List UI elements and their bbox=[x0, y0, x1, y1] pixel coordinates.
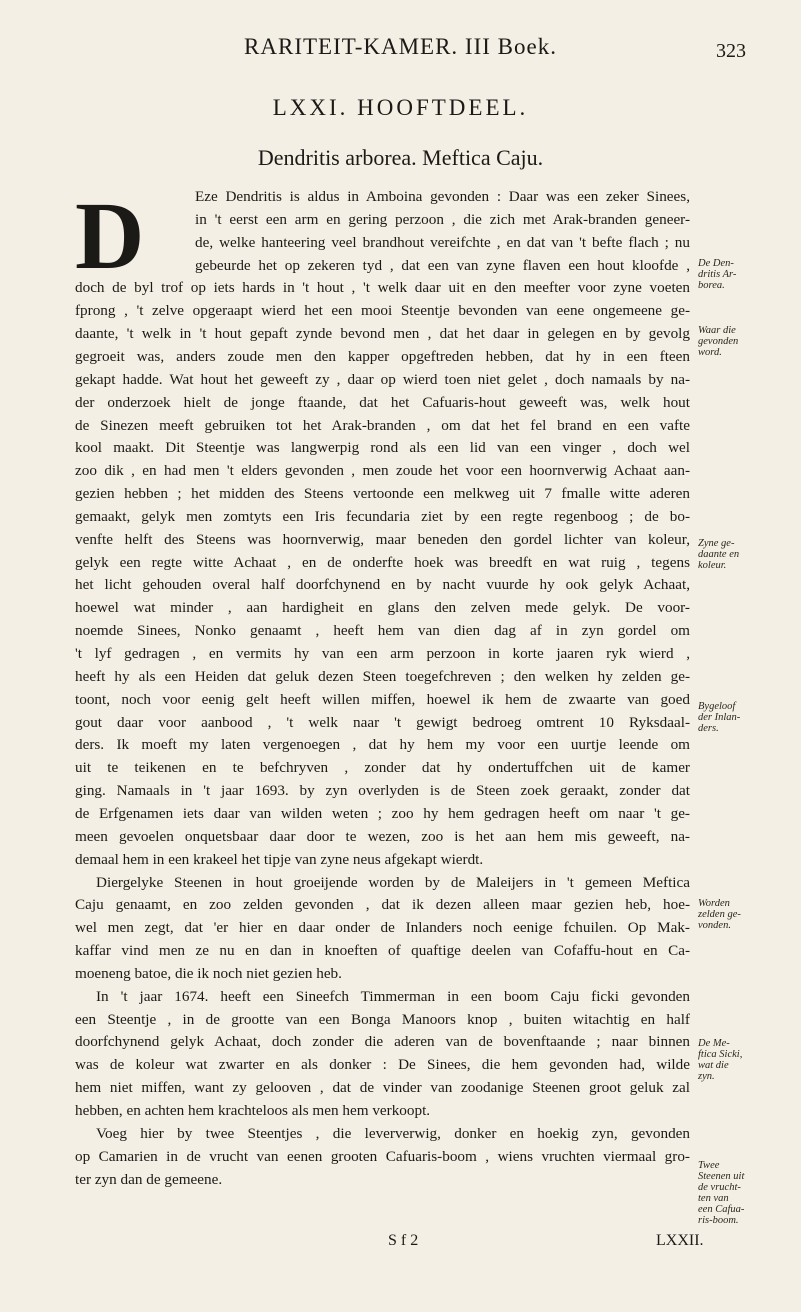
marginal-note-line: een Cafua- bbox=[698, 1204, 745, 1215]
text-line: kool maakt. Dit Steentje was langwerpig rond als een lid van een vinger , doch wel bbox=[75, 439, 690, 457]
text-line: ter zyn dan de gemeene. bbox=[75, 1170, 223, 1188]
text-line: de Erfgenamen iets daar van wilden weten ; zoo hy hem gedragen heeft om naar 't ge- bbox=[75, 804, 690, 822]
text-line: op Camarien in de vrucht van eenen grooten Cafuaris-boom , wiens vruchten viermaal gro- bbox=[75, 1147, 690, 1165]
text-line: de Sinezen meeft gebruiken tot het Arak-branden , om dat het fel brand en een vafte bbox=[75, 416, 690, 434]
text-line: wel men zegt, dat 'er hier en daar onder de Inlanders noch eenige fchuilen. Op Mak- bbox=[75, 919, 690, 937]
chapter-subtitle: Dendritis arborea. Meftica Caju. bbox=[257, 145, 544, 170]
text-line: ders. Ik moeft my laten vergenoegen , dat hy hem my voor een uurtje leende om bbox=[75, 736, 690, 754]
text-line: hoewel wat minder , aan hardigheit en glans den zelven mede gelyk. De voor- bbox=[75, 599, 690, 617]
text-line: doch de byl trof op iets hards in 't hout , 't welk daar uit en den meefter voor zyne voeten bbox=[75, 279, 690, 297]
marginal-note-line: wat die bbox=[698, 1060, 729, 1071]
text-line: een Steentje , in de grootte van een Bonga Manoors knop , buiten witachtig en half bbox=[75, 1010, 690, 1028]
text-line: fprong , 't zelve opgeraapt wierd het een mooi Steentje bevonden van eene ongemeene ge- bbox=[75, 302, 690, 320]
text-line: 't lyf gedragen , en vermits hy van een arm perzoon in korte jaaren ryk wierd , bbox=[75, 645, 690, 662]
marginal-note bbox=[698, 538, 762, 571]
text-line: kaffar vind men ze nu en dan in knoeften of quaftige deelen van Cofaffu-hout en Ca- bbox=[75, 942, 690, 960]
marginal-note-line: Twee bbox=[698, 1160, 720, 1171]
text-line: gebeurde het op zekeren tyd , dat een van zyne flaven een hout kloofde , bbox=[195, 256, 690, 274]
text-line: gegroeit was, anders zoude men den kapper opgeftreden hebben, dat hy in een fteen bbox=[75, 347, 690, 365]
marginal-note-line: koleur. bbox=[698, 560, 727, 571]
chapter-title: LXXI. HOOFTDEEL. bbox=[272, 95, 529, 120]
marginal-note-line: Zyne ge- bbox=[698, 538, 735, 549]
text-line: het licht gehouden overal half doorfchynend en by nacht vuurde hy ook gelyk Achaat, bbox=[75, 576, 690, 594]
marginal-note-line: daante en bbox=[698, 549, 740, 560]
running-head bbox=[0, 34, 801, 60]
catchword: LXXII. bbox=[656, 1232, 704, 1249]
running-head-text: RARITEIT-KAMER. III Boek. bbox=[244, 34, 557, 59]
text-line: gout daar voor aanbood , 't welk naar 't gewigt bedroeg omtrent 10 Ryksdaal- bbox=[75, 713, 690, 731]
text-line: doorfchynend gelyk Achaat, doch zonder die aderen van de bovenftaande ; naar binnen bbox=[75, 1033, 690, 1051]
marginal-note-line: gevonden bbox=[698, 336, 739, 347]
marginal-note-line: de vrucht- bbox=[698, 1182, 741, 1193]
page-number: 323 bbox=[716, 40, 746, 62]
text-line: Eze Dendritis is aldus in Amboina gevonden : Daar was een zeker Sinees, bbox=[195, 188, 690, 205]
text-line: heeft hy als een Heiden dat geluk dezen Steen toegefchreven ; den welken hy zelden ge- bbox=[75, 667, 690, 685]
marginal-note-line: Bygeloof bbox=[698, 701, 736, 712]
marginal-note-line: Steenen uit bbox=[698, 1171, 745, 1182]
signature-mark: S f 2 bbox=[388, 1232, 419, 1249]
marginal-note-line: zelden ge- bbox=[698, 909, 741, 920]
marginal-note bbox=[698, 701, 762, 734]
text-line: der onderzoek hielt de jonge ftaande, dat het Cafuaris-hout geweeft was, welk hout bbox=[75, 393, 690, 411]
marginal-note-line: ten van bbox=[698, 1193, 729, 1204]
text-line: was de koleur wat zwarter en als donker : De Sinees, die hem gevonden had, wilde bbox=[75, 1056, 690, 1074]
text-line: uit te teikenen en te befchryven , zonder dat hy ondertuffchen uit de kamer bbox=[75, 759, 690, 777]
text-line: Diergelyke Steenen in hout groeijende worden by de Maleijers in 't gemeen Meftica bbox=[96, 873, 690, 891]
text-line: demaal hem in een krakeel het tipje van zyne neus afgekapt wierdt. bbox=[75, 850, 484, 868]
marginal-note-line: vonden. bbox=[698, 920, 731, 931]
text-line: de, welke hanteering veel brandhout vereifchte , en dat van 't befte flach ; nu bbox=[195, 233, 690, 251]
text-line: noemde Sinees, Nonko genaamt , heeft hem van dien dag af in zyn gordel om bbox=[75, 622, 690, 640]
text-line: daante, 't welk in 't hout gepaft zynde bevond men , dat het daar in gelegen en by gevolg bbox=[75, 325, 690, 343]
marginal-note-line: ders. bbox=[698, 723, 719, 734]
marginal-note-line: der Inlan- bbox=[698, 712, 741, 723]
marginal-note-line: ris-boom. bbox=[698, 1215, 739, 1226]
text-line: ging. Namaals in 't jaar 1693. by zyn overlyden is de Steen zoek geraakt, zonder dat bbox=[75, 782, 690, 800]
text-line: hem niet miffen, want zy gelooven , dat de vinder van zoodanige Steenen groot geluk zal bbox=[75, 1079, 690, 1097]
marginal-note bbox=[698, 898, 762, 931]
text-line: hebben, en achten hem krachteloos als men hem verkoopt. bbox=[75, 1102, 431, 1119]
marginal-note bbox=[698, 258, 762, 291]
marginal-note-line: borea. bbox=[698, 280, 725, 291]
marginal-note-line: Waar die bbox=[698, 325, 736, 336]
text-line: toont, noch voor eenig gelt heeft willen miffen, hoewel ik hem de zwaarte van goed bbox=[75, 690, 690, 708]
text-line: meen gevoelen onquetsbaar daar door te wezen, zoo is het aan hem mis geweeft, na- bbox=[75, 827, 690, 845]
text-line: moeneng batoe, die ik noch niet gezien heb. bbox=[75, 964, 342, 982]
marginal-note bbox=[698, 1160, 762, 1226]
text-line: venfte helft des Steens was hoornverwig, maar beneden den gordel lichter van koleur, bbox=[75, 530, 690, 548]
marginal-note-line: word. bbox=[698, 347, 722, 358]
text-line: in 't eerst een arm en gering perzoon , die zich met Arak-branden geneer- bbox=[195, 210, 690, 228]
marginal-note-line: De Me- bbox=[698, 1038, 730, 1049]
text-line: Caju genaamt, en zoo zelden gevonden , dat ik dezen alleen maar gezien heb, hoe- bbox=[75, 896, 690, 914]
text-line: zoo dik , en had men 't elders gevonden , men zoude het voor een hoornverwig Achaat aan- bbox=[75, 462, 690, 480]
text-line: In 't jaar 1674. heeft een Sineefch Timmerman in een boom Caju ficki gevonden bbox=[96, 987, 690, 1005]
drop-capital: D bbox=[75, 182, 145, 289]
text-line: gekapt hadde. Wat hout het geweeft zy , daar op wierd toen niet gelet , doch namaals by na- bbox=[75, 370, 690, 388]
marginal-note-line: ftica Sicki, bbox=[698, 1049, 743, 1060]
marginal-note-line: zyn. bbox=[698, 1071, 715, 1082]
marginal-note-line: dritis Ar- bbox=[698, 269, 737, 280]
text-line: Voeg hier by twee Steentjes , die leververwig, donker en hoekig zyn, gevonden bbox=[96, 1124, 690, 1142]
marginal-note bbox=[698, 1038, 762, 1082]
marginal-note bbox=[698, 325, 762, 358]
marginal-note-line: Worden bbox=[698, 898, 730, 909]
marginal-note-line: De Den- bbox=[698, 258, 734, 269]
text-line: gelyk een regte witte Achaat , en de onderfte hoek was breedft en wat ruig , tegens bbox=[75, 553, 690, 571]
text-line: gemaakt, gelyk men zomtyts een Iris fecundaria ziet by een regte regenboog ; de bo- bbox=[75, 507, 690, 525]
text-line: gezien hebben ; het midden des Steens vertoonde een melkweg uit 7 fmalle witte aderen bbox=[75, 485, 690, 503]
